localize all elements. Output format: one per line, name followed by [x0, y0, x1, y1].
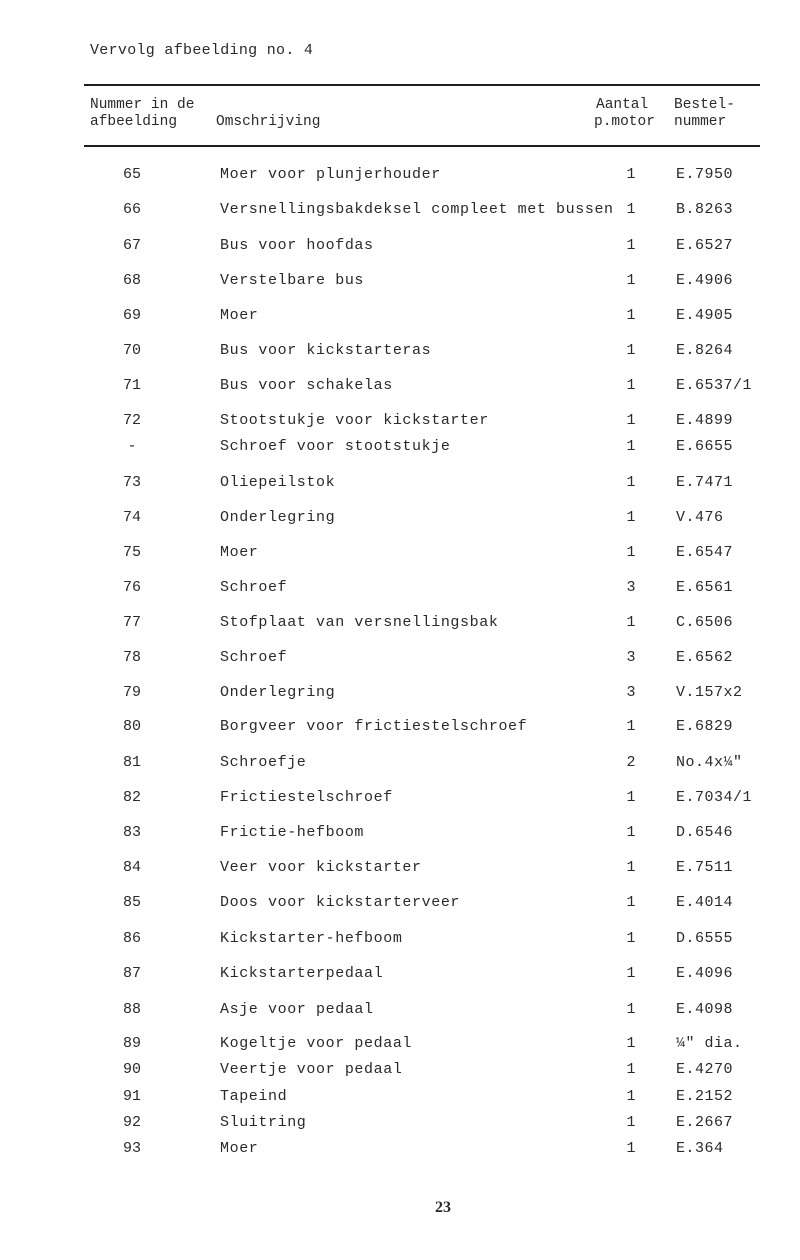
column-header-quantity	[594, 97, 655, 131]
row-quantity: 1	[626, 824, 636, 841]
row-description: Moer	[220, 307, 259, 324]
row-description: Bus voor hoofdas	[220, 237, 374, 254]
row-description: Frictiestelschroef	[220, 789, 393, 806]
row-part-number: E.4098	[676, 1001, 734, 1018]
page-subtitle: Vervolg afbeelding no. 4	[90, 42, 314, 59]
row-part-number: V.476	[676, 509, 724, 526]
row-description: Schroef	[220, 649, 288, 666]
row-item-number: 88	[122, 1001, 141, 1018]
header-bottom-rule	[84, 145, 760, 147]
row-quantity: 1	[626, 1140, 636, 1157]
row-quantity: 1	[626, 859, 636, 876]
row-item-number: 90	[122, 1061, 141, 1078]
row-quantity: 1	[626, 894, 636, 911]
row-quantity: 1	[626, 1088, 636, 1105]
row-item-number: 75	[122, 544, 141, 561]
row-quantity: 1	[626, 509, 636, 526]
row-quantity: 1	[626, 201, 636, 218]
column-header-number-line2: afbeelding	[90, 114, 178, 130]
row-description: Onderlegring	[220, 509, 336, 526]
row-part-number: E.6527	[676, 237, 734, 254]
row-part-number: E.8264	[676, 342, 734, 359]
row-item-number: 81	[122, 754, 141, 771]
table-row	[0, 859, 800, 879]
row-part-number: E.4270	[676, 1061, 734, 1078]
column-header-quantity-line1: Aantal	[596, 97, 649, 113]
table-row	[0, 474, 800, 494]
row-description: Moer	[220, 544, 259, 561]
table-row	[0, 1140, 800, 1160]
row-quantity: 1	[626, 166, 636, 183]
page-number: 23	[435, 1199, 451, 1216]
table-row	[0, 649, 800, 669]
row-part-number: ¼" dia.	[676, 1035, 743, 1052]
row-quantity: 1	[626, 544, 636, 561]
row-description: Kickstarterpedaal	[220, 965, 384, 982]
row-item-number: -	[127, 438, 137, 455]
row-quantity: 1	[626, 1061, 636, 1078]
table-row	[0, 166, 800, 186]
table-row	[0, 412, 800, 432]
row-quantity: 1	[626, 342, 636, 359]
row-quantity: 1	[626, 438, 636, 455]
row-item-number: 77	[122, 614, 141, 631]
row-description: Kickstarter-hefboom	[220, 930, 403, 947]
row-part-number: E.2667	[676, 1114, 734, 1131]
row-part-number: E.4899	[676, 412, 734, 429]
row-description: Verstelbare bus	[220, 272, 365, 289]
table-row	[0, 789, 800, 809]
row-part-number: E.4906	[676, 272, 734, 289]
row-part-number: E.7034/1	[676, 789, 753, 806]
table-row	[0, 824, 800, 844]
table-row	[0, 754, 800, 774]
column-header-number	[90, 97, 194, 131]
row-item-number: 69	[122, 307, 141, 324]
row-item-number: 87	[122, 965, 141, 982]
row-part-number: E.6562	[676, 649, 734, 666]
row-part-number: E.6829	[676, 718, 734, 735]
row-item-number: 85	[122, 894, 141, 911]
row-part-number: E.6561	[676, 579, 734, 596]
row-item-number: 68	[122, 272, 141, 289]
row-item-number: 78	[122, 649, 141, 666]
row-quantity: 1	[626, 237, 636, 254]
row-part-number: E.4905	[676, 307, 734, 324]
table-row	[0, 201, 800, 221]
row-description: Onderlegring	[220, 684, 336, 701]
row-item-number: 79	[122, 684, 141, 701]
row-description: Stootstukje voor kickstarter	[220, 412, 489, 429]
row-description: Kogeltje voor pedaal	[220, 1035, 413, 1052]
table-row	[0, 614, 800, 634]
row-quantity: 1	[626, 474, 636, 491]
table-row	[0, 894, 800, 914]
row-description: Veertje voor pedaal	[220, 1061, 403, 1078]
row-description: Tapeind	[220, 1088, 288, 1105]
table-row	[0, 438, 800, 458]
row-part-number: D.6555	[676, 930, 734, 947]
row-item-number: 92	[122, 1114, 141, 1131]
row-quantity: 3	[626, 579, 636, 596]
row-part-number: E.364	[676, 1140, 724, 1157]
row-description: Veer voor kickstarter	[220, 859, 422, 876]
table-row	[0, 579, 800, 599]
table-row	[0, 965, 800, 985]
row-description: Asje voor pedaal	[220, 1001, 374, 1018]
row-part-number: E.4014	[676, 894, 734, 911]
row-item-number: 91	[122, 1088, 141, 1105]
row-item-number: 66	[122, 201, 141, 218]
row-description: Sluitring	[220, 1114, 307, 1131]
row-item-number: 72	[122, 412, 141, 429]
row-item-number: 74	[122, 509, 141, 526]
row-item-number: 83	[122, 824, 141, 841]
row-part-number: E.4096	[676, 965, 734, 982]
row-item-number: 70	[122, 342, 141, 359]
column-header-number-line1: Nummer in de	[90, 97, 195, 113]
row-quantity: 3	[626, 684, 636, 701]
table-row	[0, 272, 800, 292]
table-row	[0, 1114, 800, 1134]
row-quantity: 1	[626, 1035, 636, 1052]
table-row	[0, 307, 800, 327]
column-header-description: Omschrijving	[216, 114, 321, 130]
table-row	[0, 377, 800, 397]
row-part-number: C.6506	[676, 614, 734, 631]
table-row	[0, 930, 800, 950]
row-quantity: 1	[626, 377, 636, 394]
row-description: Borgveer voor frictiestelschroef	[220, 718, 528, 735]
row-item-number: 93	[122, 1140, 141, 1157]
row-part-number: E.2152	[676, 1088, 734, 1105]
table-row	[0, 1035, 800, 1055]
row-item-number: 86	[122, 930, 141, 947]
row-description: Moer	[220, 1140, 259, 1157]
row-description: Bus voor kickstarteras	[220, 342, 432, 359]
row-description: Schroef voor stootstukje	[220, 438, 451, 455]
table-row	[0, 718, 800, 738]
row-quantity: 1	[626, 789, 636, 806]
row-quantity: 1	[626, 412, 636, 429]
table-row	[0, 684, 800, 704]
row-part-number: D.6546	[676, 824, 734, 841]
row-quantity: 1	[626, 614, 636, 631]
table-row	[0, 342, 800, 362]
row-item-number: 82	[122, 789, 141, 806]
row-quantity: 1	[626, 718, 636, 735]
row-item-number: 89	[122, 1035, 141, 1052]
row-description: Frictie-hefboom	[220, 824, 365, 841]
row-item-number: 76	[122, 579, 141, 596]
row-part-number: B.8263	[676, 201, 734, 218]
table-row	[0, 1001, 800, 1021]
row-quantity: 2	[626, 754, 636, 771]
row-description: Schroefje	[220, 754, 307, 771]
row-part-number: E.7511	[676, 859, 734, 876]
row-part-number: E.6547	[676, 544, 734, 561]
header-top-rule	[84, 84, 760, 86]
row-description: Schroef	[220, 579, 288, 596]
row-description: Bus voor schakelas	[220, 377, 393, 394]
row-quantity: 1	[626, 930, 636, 947]
row-part-number: E.6655	[676, 438, 734, 455]
row-part-number: E.7471	[676, 474, 734, 491]
table-row	[0, 1088, 800, 1108]
row-item-number: 80	[122, 718, 141, 735]
table-row	[0, 237, 800, 257]
row-part-number: E.6537/1	[676, 377, 753, 394]
column-header-quantity-line2: p.motor	[594, 114, 655, 130]
row-quantity: 1	[626, 272, 636, 289]
row-item-number: 84	[122, 859, 141, 876]
row-description: Stofplaat van versnellingsbak	[220, 614, 499, 631]
row-description: Moer voor plunjerhouder	[220, 166, 441, 183]
row-item-number: 67	[122, 237, 141, 254]
row-item-number: 71	[122, 377, 141, 394]
row-item-number: 73	[122, 474, 141, 491]
column-header-part-line2: nummer	[674, 114, 727, 130]
row-quantity: 1	[626, 307, 636, 324]
column-header-part-line1: Bestel-	[674, 97, 735, 113]
table-row	[0, 509, 800, 529]
table-row	[0, 544, 800, 564]
table-row	[0, 1061, 800, 1081]
row-part-number: No.4x¼"	[676, 754, 743, 771]
row-quantity: 3	[626, 649, 636, 666]
row-quantity: 1	[626, 1114, 636, 1131]
column-header-part-number	[674, 97, 735, 131]
row-description: Doos voor kickstarterveer	[220, 894, 461, 911]
row-quantity: 1	[626, 1001, 636, 1018]
row-description: Versnellingsbakdeksel compleet met bussen	[220, 201, 614, 218]
row-part-number: V.157x2	[676, 684, 743, 701]
row-item-number: 65	[122, 166, 141, 183]
row-part-number: E.7950	[676, 166, 734, 183]
row-description: Oliepeilstok	[220, 474, 336, 491]
row-quantity: 1	[626, 965, 636, 982]
